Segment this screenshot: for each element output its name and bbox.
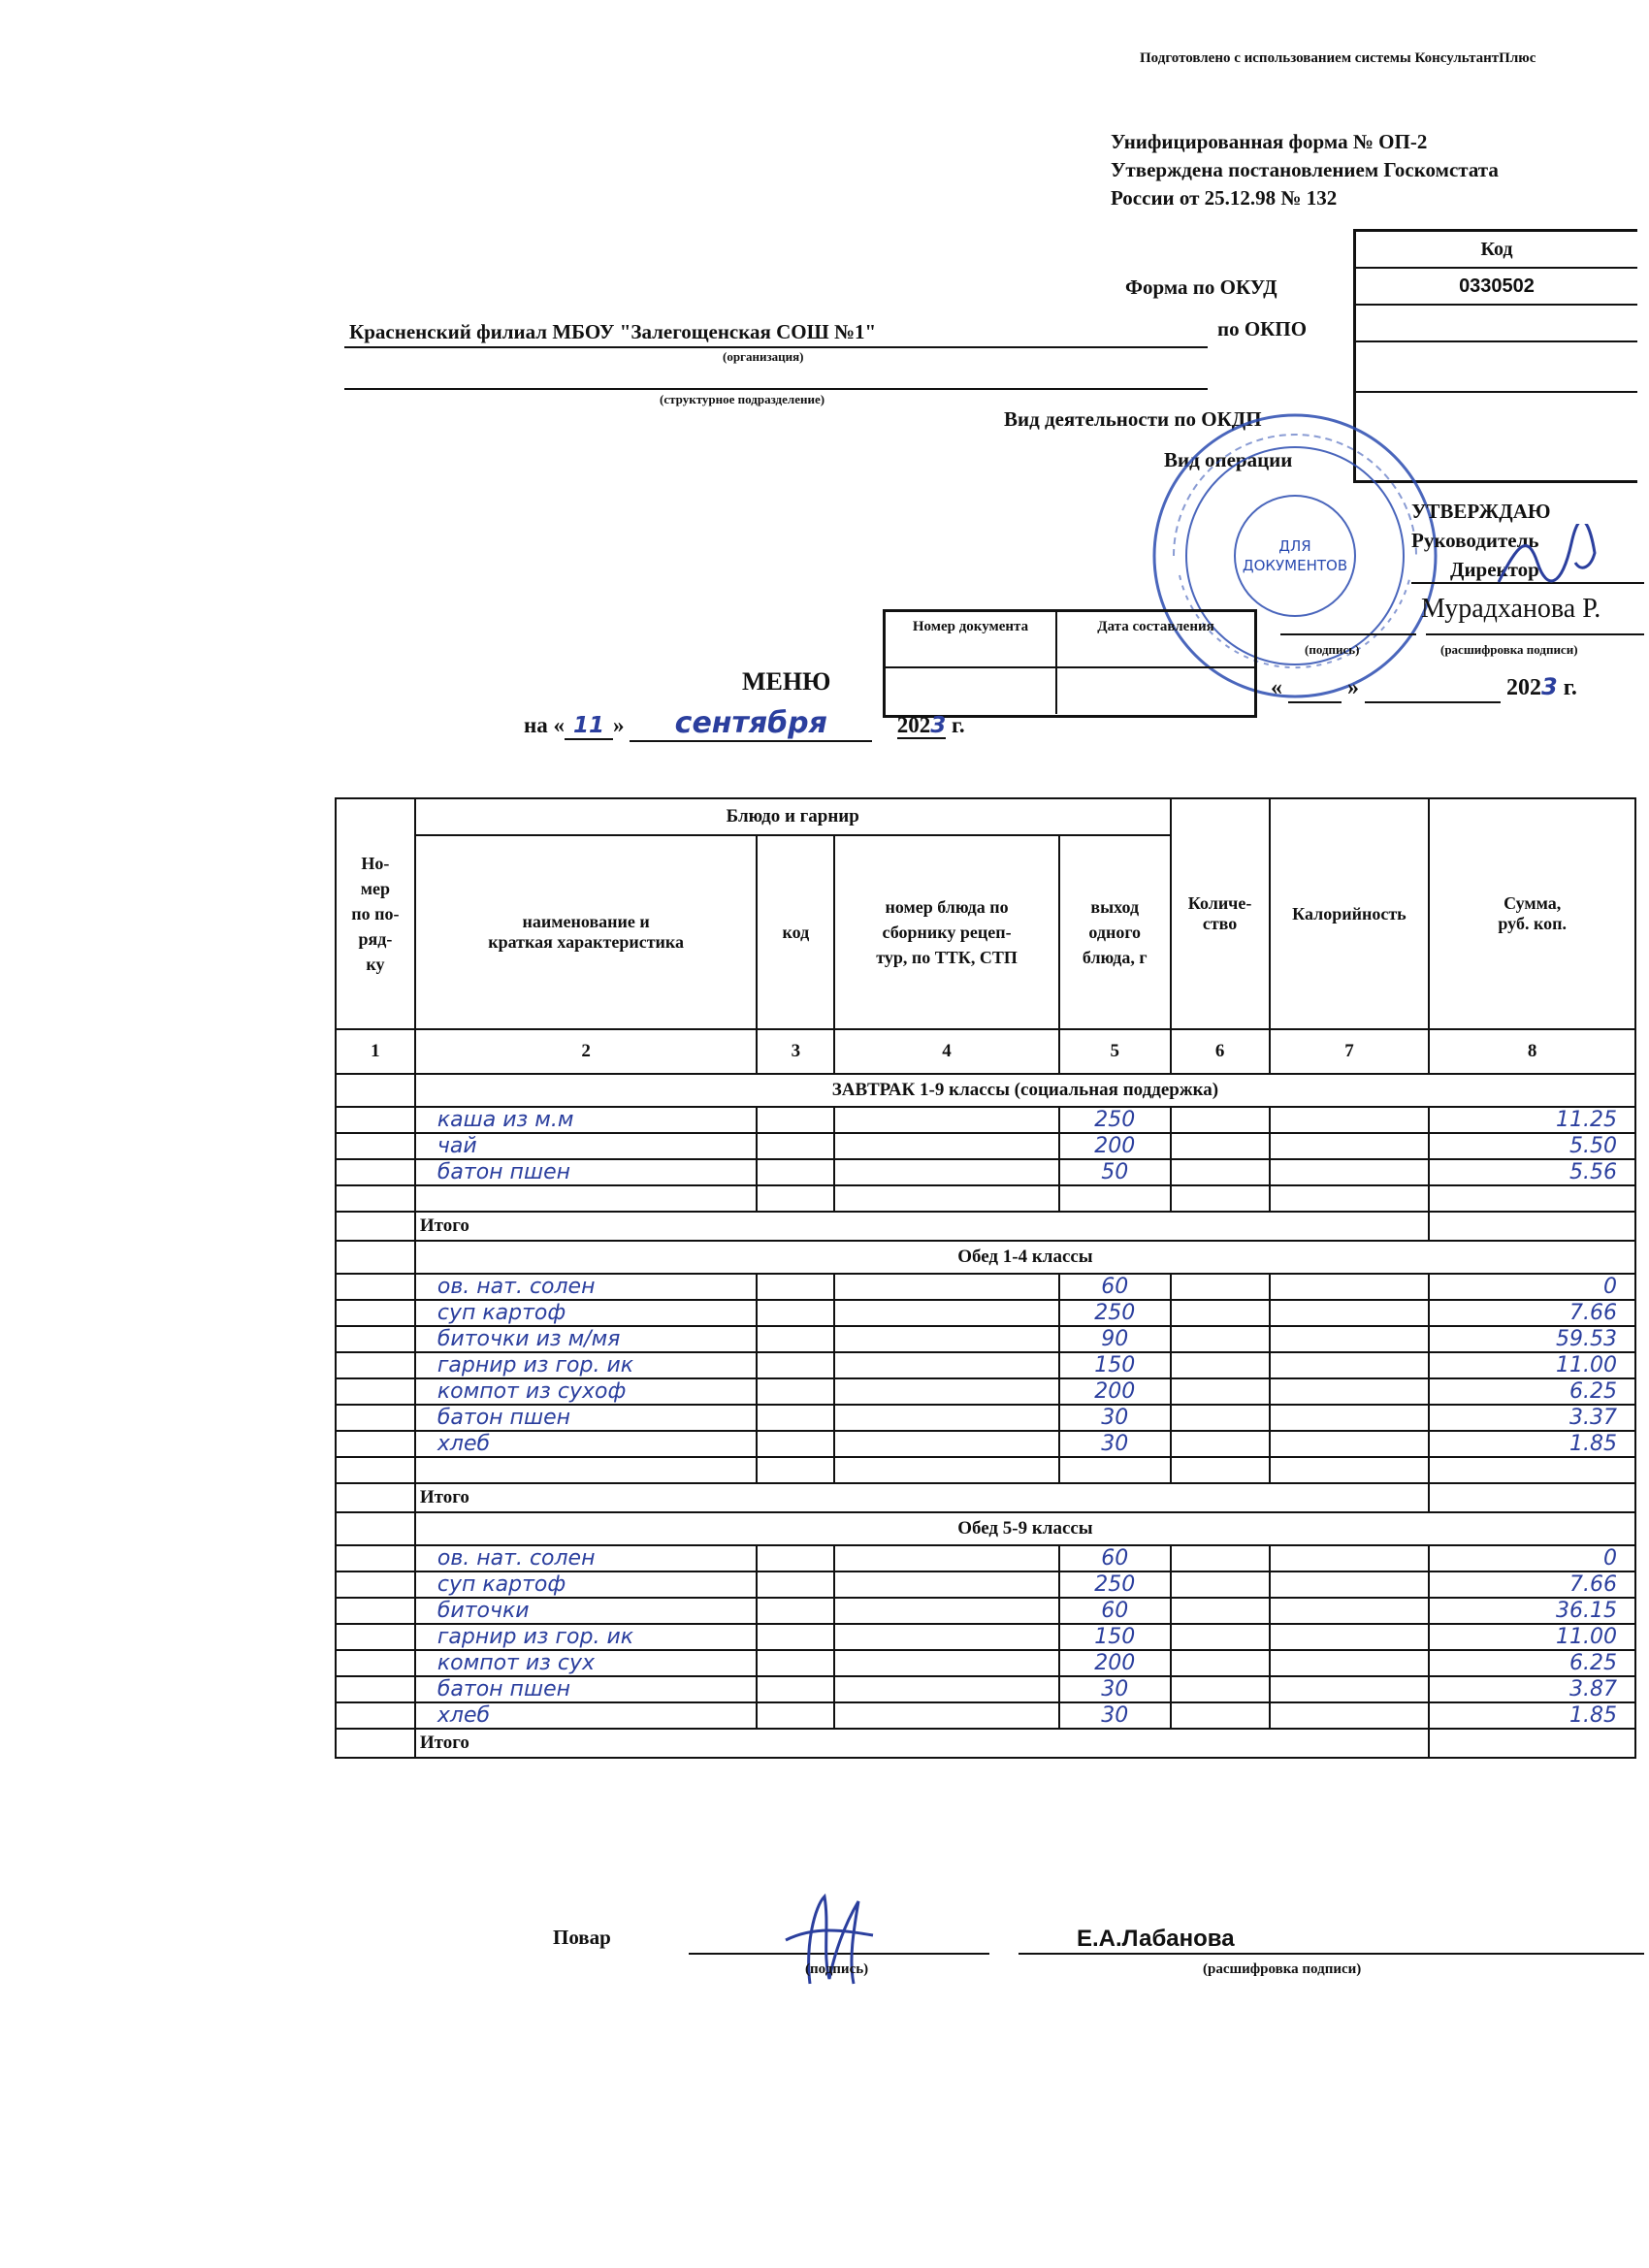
approval-sign-line	[1280, 633, 1416, 635]
menu-year-suffix: г.	[952, 713, 965, 737]
dish-output: 50	[1059, 1159, 1171, 1185]
approval-year-suffix: г.	[1563, 675, 1577, 700]
organization-underline	[344, 346, 1208, 348]
dish-recipe	[834, 1431, 1059, 1457]
dish-qty	[1171, 1545, 1270, 1571]
dish-sum: 1.85	[1429, 1702, 1635, 1729]
dish-sum: 6.25	[1429, 1650, 1635, 1676]
dish-code	[757, 1159, 834, 1185]
total-label: Итого	[415, 1729, 1430, 1758]
dish-output: 250	[1059, 1300, 1171, 1326]
dish-name: батон пшен	[415, 1159, 758, 1185]
dish-sum: 5.50	[1429, 1133, 1635, 1159]
row-num-cell	[336, 1185, 415, 1212]
form-header-line3: России от 25.12.98 № 132	[1111, 186, 1338, 210]
approval-position: Директор	[1450, 558, 1539, 581]
dish-name	[415, 1185, 758, 1212]
dish-qty	[1171, 1185, 1270, 1212]
section-title-row	[336, 1241, 1635, 1274]
menu-date-close: »	[613, 713, 625, 737]
doc-date-value	[1057, 668, 1254, 714]
form-header	[1111, 128, 1499, 212]
table-row	[336, 1571, 1635, 1598]
column-number-row	[336, 1029, 1635, 1074]
table-row	[336, 1185, 1635, 1212]
table-row	[336, 1274, 1635, 1300]
dish-code	[757, 1571, 834, 1598]
organization-name: Красненский филиал МБОУ "Залегощенская СОШ №1"	[349, 320, 877, 343]
dish-name: хлеб	[415, 1702, 758, 1729]
section-title-row	[336, 1512, 1635, 1545]
dish-name: каша из м.м	[415, 1107, 758, 1133]
dish-name: чай	[415, 1133, 758, 1159]
dish-name: ов. нат. солен	[415, 1545, 758, 1571]
dish-sum: 5.56	[1429, 1159, 1635, 1185]
dish-output: 150	[1059, 1624, 1171, 1650]
table-row	[336, 1405, 1635, 1431]
dish-recipe	[834, 1300, 1059, 1326]
table-row	[336, 1545, 1635, 1571]
dish-cal	[1270, 1185, 1430, 1212]
menu-table	[335, 797, 1636, 1759]
dish-code	[757, 1676, 834, 1702]
dish-qty	[1171, 1650, 1270, 1676]
menu-month-hw: сентября	[630, 706, 872, 742]
cook-decode-line	[1018, 1953, 1644, 1955]
header-dish-group: Блюдо и гарнир	[415, 798, 1171, 835]
header-num: Но- мер по по- ряд- ку	[336, 798, 415, 1029]
dish-cal	[1270, 1405, 1430, 1431]
dish-code	[757, 1598, 834, 1624]
total-sum	[1429, 1483, 1635, 1512]
dish-recipe	[834, 1274, 1059, 1300]
dish-qty	[1171, 1274, 1270, 1300]
dish-name: батон пшен	[415, 1405, 758, 1431]
dish-output: 30	[1059, 1405, 1171, 1431]
dish-sum: 1.85	[1429, 1431, 1635, 1457]
dish-recipe	[834, 1405, 1059, 1431]
col-number: 8	[1429, 1029, 1635, 1074]
dish-name: гарнир из гор. ик	[415, 1624, 758, 1650]
table-row	[336, 1431, 1635, 1457]
dish-recipe	[834, 1185, 1059, 1212]
okud-label: Форма по ОКУД	[1125, 275, 1277, 299]
dish-recipe	[834, 1545, 1059, 1571]
okdp-value	[1356, 342, 1637, 393]
dish-code	[757, 1107, 834, 1133]
dish-name: биточки	[415, 1598, 758, 1624]
dish-name: суп картоф	[415, 1300, 758, 1326]
dish-qty	[1171, 1457, 1270, 1483]
dish-recipe	[834, 1702, 1059, 1729]
row-num-cell	[336, 1702, 415, 1729]
dish-name: батон пшен	[415, 1676, 758, 1702]
col-number: 3	[757, 1029, 834, 1074]
row-num-cell	[336, 1300, 415, 1326]
menu-body	[336, 1074, 1635, 1758]
dish-code	[757, 1185, 834, 1212]
dish-cal	[1270, 1676, 1430, 1702]
header-qty: Количе- ство	[1171, 798, 1270, 1029]
dish-output: 90	[1059, 1326, 1171, 1352]
approval-month-blank	[1365, 675, 1501, 703]
dish-output: 200	[1059, 1133, 1171, 1159]
dish-code	[757, 1300, 834, 1326]
cook-name: Е.А.Лабанова	[1077, 1926, 1235, 1952]
approval-decode-line	[1426, 633, 1644, 635]
dish-cal	[1270, 1300, 1430, 1326]
dish-code	[757, 1352, 834, 1378]
row-num-cell	[336, 1624, 415, 1650]
dish-cal	[1270, 1545, 1430, 1571]
col-number: 1	[336, 1029, 415, 1074]
cook-label: Повар	[553, 1926, 611, 1949]
approval-role: Руководитель	[1411, 529, 1539, 552]
dish-qty	[1171, 1405, 1270, 1431]
menu-date-on: на	[524, 713, 548, 737]
dish-code	[757, 1702, 834, 1729]
header-cal: Калорийность	[1270, 798, 1430, 1029]
total-row	[336, 1729, 1635, 1758]
dish-code	[757, 1405, 834, 1431]
dish-sum: 3.87	[1429, 1676, 1635, 1702]
source-note: Подготовлено с использованием системы КонсультантПлюс	[1140, 50, 1536, 66]
dish-output: 250	[1059, 1107, 1171, 1133]
dish-recipe	[834, 1107, 1059, 1133]
dish-code	[757, 1545, 834, 1571]
dish-cal	[1270, 1133, 1430, 1159]
director-signature	[1494, 524, 1600, 592]
row-num-cell	[336, 1378, 415, 1405]
operation-label: Вид операции	[1164, 448, 1293, 471]
section-title: ЗАВТРАК 1-9 классы (социальная поддержка)	[415, 1074, 1635, 1107]
row-num-cell	[336, 1274, 415, 1300]
section-title: Обед 1-4 классы	[415, 1241, 1635, 1274]
form-header-line2: Утверждена постановлением Госкомстата	[1111, 158, 1499, 181]
row-num-cell	[336, 1571, 415, 1598]
header-name: наименование и краткая характеристика	[415, 835, 758, 1029]
total-num-cell	[336, 1212, 415, 1241]
dish-recipe	[834, 1133, 1059, 1159]
dish-qty	[1171, 1571, 1270, 1598]
dish-cal	[1270, 1352, 1430, 1378]
dish-sum: 11.00	[1429, 1624, 1635, 1650]
dish-output: 30	[1059, 1431, 1171, 1457]
table-row	[336, 1378, 1635, 1405]
row-num-cell	[336, 1107, 415, 1133]
dish-output: 200	[1059, 1378, 1171, 1405]
doc-box	[883, 609, 1257, 718]
dish-output: 250	[1059, 1571, 1171, 1598]
table-row	[336, 1650, 1635, 1676]
dish-recipe	[834, 1598, 1059, 1624]
dish-sum: 11.00	[1429, 1352, 1635, 1378]
dish-name: компот из сух	[415, 1650, 758, 1676]
dish-name: гарнир из гор. ик	[415, 1352, 758, 1378]
row-num-cell	[336, 1133, 415, 1159]
dish-sum: 0	[1429, 1274, 1635, 1300]
dish-name: хлеб	[415, 1431, 758, 1457]
table-row	[336, 1159, 1635, 1185]
dish-output: 60	[1059, 1598, 1171, 1624]
dish-code	[757, 1624, 834, 1650]
total-num-cell	[336, 1729, 415, 1758]
dish-recipe	[834, 1378, 1059, 1405]
dish-qty	[1171, 1702, 1270, 1729]
dish-sum: 36.15	[1429, 1598, 1635, 1624]
approval-decode-caption: (расшифровка подписи)	[1440, 642, 1578, 657]
header-sum: Сумма, руб. коп.	[1429, 798, 1635, 1029]
col-number: 7	[1270, 1029, 1430, 1074]
col-number: 4	[834, 1029, 1059, 1074]
approval-date-close: »	[1347, 675, 1359, 700]
dish-qty	[1171, 1133, 1270, 1159]
dish-qty	[1171, 1624, 1270, 1650]
dish-cal	[1270, 1571, 1430, 1598]
row-num-cell	[336, 1405, 415, 1431]
row-num-cell	[336, 1352, 415, 1378]
dish-qty	[1171, 1300, 1270, 1326]
dish-recipe	[834, 1676, 1059, 1702]
dish-recipe	[834, 1624, 1059, 1650]
menu-year-hw: 3	[930, 713, 947, 738]
dish-qty	[1171, 1107, 1270, 1133]
header-code: код	[757, 835, 834, 1029]
dish-code	[757, 1274, 834, 1300]
dish-name: компот из сухоф	[415, 1378, 758, 1405]
dish-sum	[1429, 1457, 1635, 1483]
stamp-center-line2: ДОКУМЕНТОВ	[1242, 557, 1348, 574]
doc-date-label: Дата составления	[1097, 619, 1214, 634]
dish-cal	[1270, 1274, 1430, 1300]
dish-output: 60	[1059, 1545, 1171, 1571]
dish-output: 60	[1059, 1274, 1171, 1300]
table-row	[336, 1598, 1635, 1624]
section-num-cell	[336, 1074, 415, 1107]
dish-sum: 7.66	[1429, 1300, 1635, 1326]
row-num-cell	[336, 1545, 415, 1571]
dish-sum: 11.25	[1429, 1107, 1635, 1133]
col-number: 6	[1171, 1029, 1270, 1074]
okpo-label: по ОКПО	[1217, 317, 1308, 340]
row-num-cell	[336, 1326, 415, 1352]
total-sum	[1429, 1729, 1635, 1758]
section-num-cell	[336, 1241, 415, 1274]
dish-code	[757, 1378, 834, 1405]
dish-name: суп картоф	[415, 1571, 758, 1598]
total-num-cell	[336, 1483, 415, 1512]
header-recipe: номер блюда по сборнику рецеп- тур, по ТТК, СТП	[834, 835, 1059, 1029]
organization-caption: (организация)	[723, 349, 804, 364]
table-row	[336, 1352, 1635, 1378]
total-sum	[1429, 1212, 1635, 1241]
dish-output: 150	[1059, 1352, 1171, 1378]
dish-recipe	[834, 1352, 1059, 1378]
dish-qty	[1171, 1676, 1270, 1702]
header-output: выход одного блюда, г	[1059, 835, 1171, 1029]
dish-qty	[1171, 1326, 1270, 1352]
dish-cal	[1270, 1457, 1430, 1483]
table-row	[336, 1107, 1635, 1133]
form-header-line1: Унифицированная форма № ОП-2	[1111, 130, 1428, 153]
subdivision-caption: (структурное подразделение)	[660, 392, 825, 406]
okpo-value	[1356, 306, 1637, 342]
section-num-cell	[336, 1512, 415, 1545]
menu-date	[524, 706, 965, 742]
menu-title: МЕНЮ	[742, 667, 831, 696]
dish-sum	[1429, 1185, 1635, 1212]
dish-sum: 7.66	[1429, 1571, 1635, 1598]
total-row	[336, 1212, 1635, 1241]
dish-recipe	[834, 1571, 1059, 1598]
dish-qty	[1171, 1431, 1270, 1457]
row-num-cell	[336, 1457, 415, 1483]
dish-qty	[1171, 1378, 1270, 1405]
table-row	[336, 1457, 1635, 1483]
dish-code	[757, 1133, 834, 1159]
dish-qty	[1171, 1352, 1270, 1378]
dish-output: 30	[1059, 1702, 1171, 1729]
dish-code	[757, 1431, 834, 1457]
approval-date-open: «	[1271, 675, 1282, 700]
menu-date-open: «	[553, 713, 566, 737]
approval-date	[1271, 673, 1577, 703]
approval-year-hw: 3	[1541, 673, 1558, 700]
approval-sign-caption: (подпись)	[1305, 642, 1360, 657]
code-box-title: Код	[1356, 232, 1637, 269]
dish-name: биточки из м/мя	[415, 1326, 758, 1352]
menu-year-prefix: 202	[896, 713, 931, 737]
row-num-cell	[336, 1431, 415, 1457]
dish-sum: 59.53	[1429, 1326, 1635, 1352]
dish-output	[1059, 1457, 1171, 1483]
dish-recipe	[834, 1326, 1059, 1352]
dish-output: 200	[1059, 1650, 1171, 1676]
stamp-center-line1: ДЛЯ	[1278, 537, 1311, 555]
total-label: Итого	[415, 1212, 1430, 1241]
dish-code	[757, 1650, 834, 1676]
dish-cal	[1270, 1702, 1430, 1729]
row-num-cell	[336, 1598, 415, 1624]
dish-cal	[1270, 1624, 1430, 1650]
dish-recipe	[834, 1159, 1059, 1185]
menu-day-hw: 11	[565, 713, 613, 740]
dish-cal	[1270, 1326, 1430, 1352]
dish-cal	[1270, 1431, 1430, 1457]
section-title: Обед 5-9 классы	[415, 1512, 1635, 1545]
dish-output: 30	[1059, 1676, 1171, 1702]
dish-qty	[1171, 1159, 1270, 1185]
dish-cal	[1270, 1107, 1430, 1133]
approval-year-prefix: 202	[1506, 675, 1541, 700]
okud-value: 0330502	[1356, 269, 1637, 306]
dish-code	[757, 1326, 834, 1352]
subdivision-underline	[344, 388, 1208, 390]
row-num-cell	[336, 1650, 415, 1676]
approval-name: Мурадханова Р.	[1421, 594, 1601, 624]
dish-cal	[1270, 1598, 1430, 1624]
cook-sign-caption: (подпись)	[805, 1961, 869, 1977]
table-row	[336, 1676, 1635, 1702]
row-num-cell	[336, 1676, 415, 1702]
okdp-label: Вид деятельности по ОКДП	[1004, 407, 1262, 431]
table-row	[336, 1133, 1635, 1159]
col-number: 5	[1059, 1029, 1171, 1074]
total-row	[336, 1483, 1635, 1512]
section-title-row	[336, 1074, 1635, 1107]
dish-qty	[1171, 1598, 1270, 1624]
dish-sum: 6.25	[1429, 1378, 1635, 1405]
table-row	[336, 1624, 1635, 1650]
dish-name	[415, 1457, 758, 1483]
approval-day-blank	[1288, 675, 1342, 703]
dish-cal	[1270, 1378, 1430, 1405]
dish-recipe	[834, 1650, 1059, 1676]
dish-recipe	[834, 1457, 1059, 1483]
dish-name: ов. нат. солен	[415, 1274, 758, 1300]
table-row	[336, 1300, 1635, 1326]
dish-code	[757, 1457, 834, 1483]
dish-output	[1059, 1185, 1171, 1212]
approval-title: УТВЕРЖДАЮ	[1411, 500, 1551, 523]
dish-cal	[1270, 1159, 1430, 1185]
table-row	[336, 1326, 1635, 1352]
dish-cal	[1270, 1650, 1430, 1676]
total-label: Итого	[415, 1483, 1430, 1512]
row-num-cell	[336, 1159, 415, 1185]
col-number: 2	[415, 1029, 758, 1074]
dish-sum: 0	[1429, 1545, 1635, 1571]
cook-decode-caption: (расшифровка подписи)	[1203, 1961, 1362, 1977]
doc-number-label: Номер документа	[886, 612, 1057, 666]
dish-sum: 3.37	[1429, 1405, 1635, 1431]
table-row	[336, 1702, 1635, 1729]
